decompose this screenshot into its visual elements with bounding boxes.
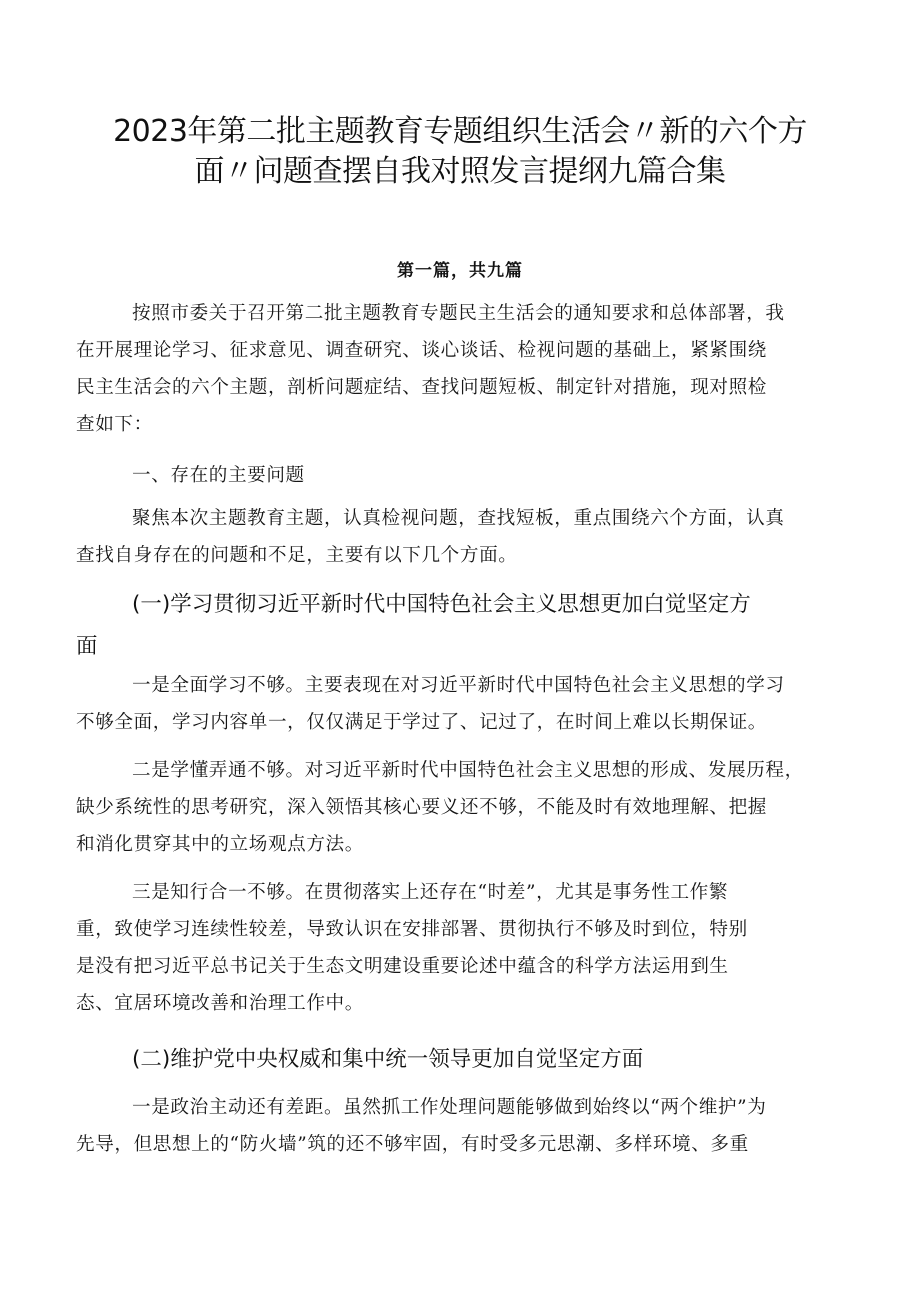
text-line: 聚焦本次主题教育主题，认真检视问题，查找短板，重点围绕六个方面，认真 <box>132 508 785 529</box>
text-line: 在开展理论学习、征求意见、调查研究、谈心谈话、检视问题的基础上，紧紧围绕 <box>76 340 767 361</box>
text-line: 先导，但思想上的“防火墙”筑的还不够牢固，有时受多元思潮、多样环境、多重 <box>76 1134 749 1155</box>
text-line: 二是学懂弄通不够。对习近平新时代中国特色社会主义思想的形成、发展历程， <box>132 760 804 781</box>
focus-paragraph <box>76 500 866 574</box>
document-subtitle: 第一篇，共九篇 <box>397 261 523 281</box>
item-paragraph <box>76 667 866 741</box>
text-line: (一)学习贯彻习近平新时代中国特色社会主义思想更加白觉坚定方 <box>132 592 751 617</box>
subheading-two <box>76 1039 876 1081</box>
text-line: 查如下： <box>76 414 153 435</box>
text-line: 民主生活会的六个主题，剖析问题症结、查找问题短板、制定针对措施，现对照检 <box>76 377 767 398</box>
text-line: 缺少系统性的思考研究，深入领悟其核心要义还不够，不能及时有效地理解、把握 <box>76 797 767 818</box>
item-paragraph <box>76 752 866 863</box>
item-paragraph <box>76 874 866 1022</box>
text-line: 态、宜居环境改善和治理工作中。 <box>76 993 364 1014</box>
title-line: 面〃问题查摆自我对照发言提纲九篇合集 <box>194 154 726 189</box>
document-title <box>70 112 850 192</box>
text-line: 三是知行合一不够。在贯彻落实上还存在“时差”，尤其是事务性工作繁 <box>132 882 729 903</box>
section-heading-one <box>76 457 866 494</box>
text-line: 重，致使学习连续性较差，导致认识在安排部署、贯彻执行不够及时到位，特别 <box>76 919 748 940</box>
text-line: 查找自身存在的问题和不足，主要有以下几个方面。 <box>76 545 518 566</box>
text-line: 一、存在的主要问题 <box>132 465 305 486</box>
title-line: 2023年第二批主题教育专题组织生活会〃新的六个方 <box>113 114 807 149</box>
text-line: 不够全面，学习内容单一，仅仅满足于学过了、记过了，在时间上难以长期保证。 <box>76 712 767 733</box>
text-line: 一是政治主动还有差距。虽然抓工作处理问题能够做到始终以“两个维护”为 <box>132 1097 767 1118</box>
intro-paragraph <box>76 295 866 443</box>
text-line: 一是全面学习不够。主要表现在对习近平新时代中国特色社会主义思想的学习 <box>132 675 785 696</box>
text-line: 按照市委关于召开第二批主题教育专题民主生活会的通知要求和总体部署，我 <box>132 303 785 324</box>
text-line: 和消化贯穿其中的立场观点方法。 <box>76 834 364 855</box>
text-line: (二)维护党中央权威和集中统一领导更加自觉坚定方面 <box>132 1047 644 1072</box>
text-line: 面 <box>76 634 98 659</box>
text-line: 是没有把习近平总书记关于生态文明建设重要论述中蕴含的科学方法运用到生 <box>76 956 729 977</box>
item-paragraph <box>76 1089 866 1163</box>
subheading-one <box>76 584 876 668</box>
